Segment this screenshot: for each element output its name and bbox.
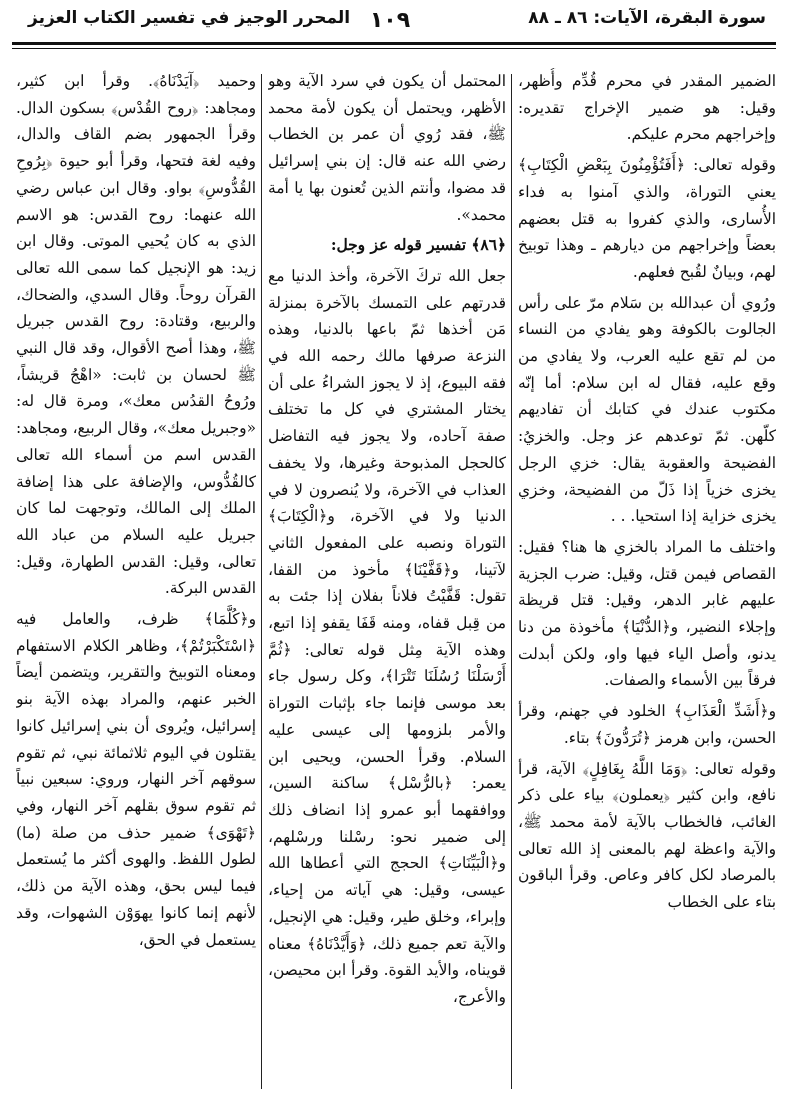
paragraph: جعل الله تركَ الآخرة، وأخذ الدنيا مع قدرتهم على التمسك بالآخرة بمنزلة مَن أخذها ثمّ باعها بالدنيا، وهذه النزعة صرفها مالك رحمه الله في فقه البيوع، إذ لا يجوز الشراءُ على أن يختار المشتري في كل ما تختلف صفة آحاده، ولا يجوز فيه التفاضل كالحجل المذبوحة وغيرها، ولا يخفف العذاب في الآخرة، ولا يُنصرون لا في الدنيا ولا في الآخرة، و﴿الْكِتَابَ﴾ التوراة ونصبه على المفعول الثاني لآتينا، و﴿قَفَّيْنَا﴾ مأخوذ من القفا، تقول: قَفَّيْتُ فلاناً بفلان إذا جئت به من قِبل قفاه، ومنه قَفَا يقفو إذا اتبع، وهذه الآية مِثل قوله تعالى: ﴿ثُمَّ أَرْسَلْنَا رُسُلَنَا تَتْرَا﴾، وكل رسول جاء بعد موسى فإنما جاء بإثبات التوراة والأمر بلزومها إلى عيسى عليه السلام. وقرأ الحسن، ويحيى ابن يعمر: ﴿بالرُّسْل﴾ ساكنة السين، ووافقهما أبو عمرو إذا انضاف ذلك إلى ضمير نحو: رسْلنا ورسْلهم، و﴿الْبَيِّنَاتِ﴾ الحجج التي أعطاها الله عيسى، وقيل: هي آياته من إحياء، وإبراء، وخلق طير، وقيل: هي الإنجيل، والآية تعم جميع ذلك، ﴿وَأَيَّدْنَاهُ﴾ معناه قويناه، والأيد القوة. وقرأ ابن محيصن، والأعرج، xyxy=(268,266,506,1006)
paragraph: وقوله تعالى: ﴿وَمَا اللَّهُ بِغَافِلٍ﴾ الآية، قرأ نافع، وابن كثير ﴿يعملون﴾ بياء على ذكر الغائب، فالخطاب بالآية لأمة محمد ﷺ، والآية واعظة لهم بالمعنى إذ الله تعالى بالمرصاد لكل كافر وعاص. وقرأ الباقون بتاء على الخطاب xyxy=(518,759,776,912)
paragraph: و﴿كُلَّمَا﴾ ظرف، والعامل فيه ﴿اسْتَكْبَرْتُمْ﴾، وظاهر الكلام الاستفهام ومعناه التوبيخ والتقرير، ويتضمن أيضاً الخبر عنهم، والمراد بهذه الآية بنو إسرائيل، ويُروى أن بني إسرائيل كانوا يقتلون في اليوم ثلاثمائة نبي، ثم تقوم سوقهم آخر النهار، وروي: سبعين نبياً ثم تقوم سوق بقلهم آخر النهار، وفي ﴿تَهْوَى﴾ ضمير حذف من صلة (ما) لطول اللفظ. والهوى أكثر ما يُستعمل فيما ليس بحق، وهذه الآية من ذلك، لأنهم إنما كانوا يهوَوْن الشهوات، وقد يستعمل في الحق، xyxy=(16,610,256,949)
surah-title: سورة البقرة، الآيات: ٨٦ ـ ٨٨ xyxy=(528,8,766,28)
paragraph: وحميد ﴿آيَدْنَاهُ﴾. وقرأ ابن كثير، ومجاهد: ﴿روح القُدْس﴾ بسكون الدال. وقرأ الجمهور بضم القاف والدال، وفيه لغة فتحها، وقرأ أبو حيوة ﴿بِرُوحِ القُدُّوسِ﴾ بواو. وقال ابن عباس رضي الله عنهما: روح القدس: هو الاسم الذي به كان يُحيي الموتى. وقال ابن زيد: هو الإنجيل كما سمى الله تعالى القرآن روحاً. وقال السدي، والضحاك، والربيع، وقتادة: روح القدس جبريل ﷺ، وهذا أصح الأقوال، وقد قال النبي ﷺ لحسان بن ثابت: «اهْجُ قريشاً، ورُوحُ القدُس معك»، ومرة قال له: «وجبريل معك»، وقال الربيع، ومجاهد: القدس اسم من أسماء الله تعالى كالقُدُّوس، والإضافة على هذا إضافة الملك إلى المالك، وتوجهت لما كان جبريل عليه السلام من عباد الله تعالى، وقيل: القدس الطهارة، وقيل: القدس البركة. xyxy=(16,72,256,598)
column-separator xyxy=(261,74,262,1089)
paragraph: المحتمل أن يكون في سرد الآية وهو الأظهر، ويحتمل أن يكون لأمة محمد ﷺ، فقد رُوي أن عمر بن الخطاب رضي الله عنه قال: إن بني إسرائيل قد مضوا، وأنتم الذين تُعنون بها يا أمة محمد». xyxy=(268,72,506,224)
column-separator xyxy=(511,74,512,1089)
header-rule-thick xyxy=(12,42,776,45)
paragraph: واختلف ما المراد بالخزي ها هنا؟ فقيل: القصاص فيمن قتل، وقيل: ضرب الجزية عليهم غابر الدهر، وقيل: قتل قريظة وإجلاء النضير، و﴿الدُّنْيَا﴾ مأخوذة من دنا يدنو، وأصل الياء فيها واو، ولكن أبدلت فرقاً بين الأسماء والصفات. xyxy=(518,537,776,690)
paragraph: الضمير المقدر في محرم قُدِّم وأُظهر، وقيل: هو ضمير الإخراج تقديره: وإخراجهم محرم عليكم. xyxy=(518,72,776,144)
book-title: المحرر الوجيز في تفسير الكتاب العزيز xyxy=(28,8,351,28)
column-middle xyxy=(268,68,506,1102)
paragraph: وقوله تعالى: ﴿أَفَتُؤْمِنُونَ بِبَعْضِ الْكِتَابِ﴾ يعني التوراة، والذي آمنوا به فداء الأُسارى، والذي كفروا به قتل بعضهم بعضاً وإخراجهم من ديارهم ـ وهذا توبيخ لهم، وبيانٌ لقُبح فعلهم. xyxy=(518,156,776,281)
header-rule-thin xyxy=(12,48,776,49)
paragraph: ورُوي أن عبدالله بن سَلام مرّ على رأس الجالوت بالكوفة وهو يفادي من النساء من لم تقع عليه العرب، ولا يفادي من وقع عليه، فقال له ابن سلام: أما إنّه مكتوب عندك في كتابك أن تفاديهم كلّهن. ثمّ توعدهم عز وجل. والخزيُ: الفضيحة والعقوبة يقال: خزي الرجل يخزى خزياً إذا ذَلّ من الفضيحة، وخزي يخزى خزاية إذا استحيا. . . xyxy=(518,293,776,526)
column-left xyxy=(16,68,256,1102)
paragraph: و﴿أَشَدِّ الْعَذَابِ﴾ الخلود في جهنم، وقرأ الحسن، وابن هرمز ﴿تُرَدُّونَ﴾ بتاء. xyxy=(518,702,776,747)
column-right xyxy=(518,68,776,1102)
page-header xyxy=(0,0,788,68)
section-heading: ﴿٨٦﴾ تفسير قوله عز وجل: xyxy=(330,236,506,255)
page-number: ١٠٩ xyxy=(369,8,411,33)
